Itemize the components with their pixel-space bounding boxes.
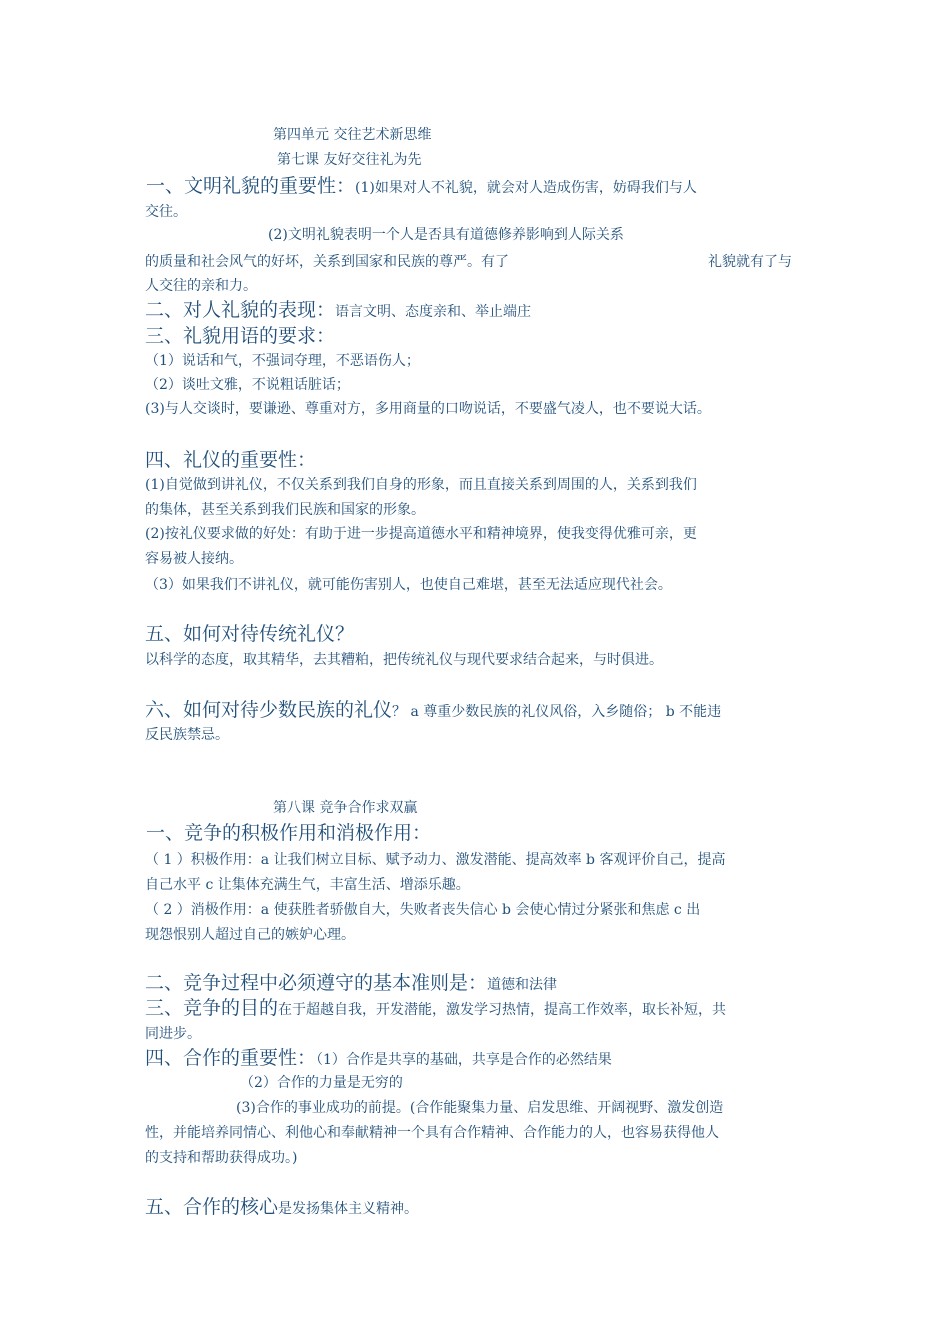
l7-s2-heading: 二、对人礼貌的表现： bbox=[145, 299, 336, 321]
l8-s1-l2: 自己水平 c 让集体充满生气，丰富生活、增添乐趣。 bbox=[145, 877, 470, 893]
l7-s4-l4: 容易被人接纳。 bbox=[145, 551, 243, 567]
l7-s3-item-3: (3)与人交谈时，要谦逊、尊重对方，多用商量的口吻说话，不要盛气凌人，也不要说大话。 bbox=[145, 401, 711, 417]
l7-s1-p2b-left: 的质量和社会风气的好坏，关系到国家和民族的尊严。有了 bbox=[145, 254, 509, 270]
l7-s4-l5: （3）如果我们不讲礼仪，就可能伤害别人，也使自己难堪，甚至无法适应现代社会。 bbox=[145, 577, 672, 593]
l8-s2-text: 道德和法律 bbox=[487, 977, 558, 993]
l7-s5-text: 以科学的态度，取其精华，去其糟粕，把传统礼仪与现代要求结合起来，与时俱进。 bbox=[145, 652, 663, 668]
l8-s2-heading: 二、竞争过程中必须遵守的基本准则是： bbox=[145, 972, 488, 994]
l7-s4-l3: (2)按礼仪要求做的好处：有助于进一步提高道德水平和精神境界，使我变得优雅可亲，更 bbox=[145, 526, 697, 542]
l8-s1-l1: （ 1 ）积极作用：a 让我们树立目标、赋予动力、激发潜能、提高效率 b 客观评价自己，提高 bbox=[145, 852, 726, 868]
l8-s1-heading: 一、竞争的积极作用和消极作用： bbox=[146, 822, 432, 844]
l7-s6-text-a: ？ a 尊重少数民族的礼仪风俗，入乡随俗； b 不能违 bbox=[392, 704, 722, 720]
l8-s2-line bbox=[145, 973, 557, 995]
l8-s5-text: 是发扬集体主义精神。 bbox=[278, 1201, 419, 1217]
l7-s4-l2: 的集体，甚至关系到我们民族和国家的形象。 bbox=[145, 502, 425, 518]
l8-s5-heading: 五、合作的核心 bbox=[145, 1196, 279, 1218]
l7-s5-heading: 五、如何对待传统礼仪？ bbox=[145, 623, 355, 645]
l7-s2-text: 语言文明、态度亲和、举止端庄 bbox=[335, 304, 532, 320]
l7-s2-line bbox=[145, 300, 531, 322]
l8-s3-text-a: 在于超越自我，开发潜能，激发学习热情，提高工作效率，取长补短，共 bbox=[278, 1002, 727, 1018]
l7-s6-heading: 六、如何对待少数民族的礼仪 bbox=[145, 699, 393, 721]
l8-s3-text-b: 同进步。 bbox=[145, 1026, 201, 1042]
l8-s3-heading: 三、竞争的目的 bbox=[145, 997, 279, 1019]
l7-s6-text-b: 反民族禁忌。 bbox=[145, 727, 229, 743]
l7-s1-p2c: 人交往的亲和力。 bbox=[145, 278, 257, 294]
l8-s4-cont1: 性，并能培养同情心、利他心和奉献精神一个具有合作精神、合作能力的人，也容易获得他人 bbox=[145, 1125, 719, 1141]
l7-s1-heading: 一、文明礼貌的重要性： bbox=[146, 175, 356, 197]
l7-s3-item-1: （1）说话和气，不强词夺理，不恶语伤人； bbox=[145, 353, 420, 369]
l8-s4-item1: （1）合作是共享的基础，共享是合作的必然结果 bbox=[316, 1052, 612, 1068]
l8-s3-line bbox=[145, 998, 726, 1020]
l8-s4-item3: (3)合作的事业成功的前提。(合作能聚集力量、启发思维、开阔视野、激发创造 bbox=[236, 1100, 724, 1116]
l7-s3-item-2: （2）谈吐文雅，不说粗话脏话； bbox=[145, 377, 350, 393]
l8-s4-line bbox=[145, 1048, 612, 1070]
lesson8-title: 第八课 竞争合作求双赢 bbox=[273, 800, 418, 816]
l8-s4-item2: （2）合作的力量是无穷的 bbox=[240, 1075, 403, 1091]
l8-s1-l3: （ 2 ）消极作用：a 使获胜者骄傲自大，失败者丧失信心 b 会使心情过分紧张和焦虑 c 出 bbox=[145, 902, 701, 918]
l7-s3-heading: 三、礼貌用语的要求： bbox=[145, 325, 336, 347]
l8-s4-cont2: 的支持和帮助获得成功。) bbox=[145, 1150, 298, 1166]
l7-s1-p2b-right: 礼貌就有了与 bbox=[708, 254, 792, 270]
lesson7-title: 第七课 友好交往礼为先 bbox=[277, 152, 422, 168]
l7-s6-line bbox=[145, 700, 721, 722]
l8-s5-line bbox=[145, 1197, 418, 1219]
l7-s1-p1a: (1)如果对人不礼貌，就会对人造成伤害，妨碍我们与人 bbox=[355, 180, 697, 196]
l7-s1-line1 bbox=[146, 176, 697, 198]
l8-s4-heading: 四、合作的重要性： bbox=[145, 1047, 317, 1069]
l7-s4-heading: 四、礼仪的重要性： bbox=[145, 449, 317, 471]
l8-s1-l4: 现怨恨别人超过自己的嫉妒心理。 bbox=[145, 927, 355, 943]
l7-s1-p2a: (2)文明礼貌表明一个人是否具有道德修养影响到人际关系 bbox=[268, 227, 624, 243]
unit-title: 第四单元 交往艺术新思维 bbox=[273, 127, 432, 143]
l7-s1-p1b: 交往。 bbox=[145, 204, 187, 220]
l7-s4-l1: (1)自觉做到讲礼仪，不仅关系到我们自身的形象，而且直接关系到周围的人，关系到我们 bbox=[145, 477, 697, 493]
